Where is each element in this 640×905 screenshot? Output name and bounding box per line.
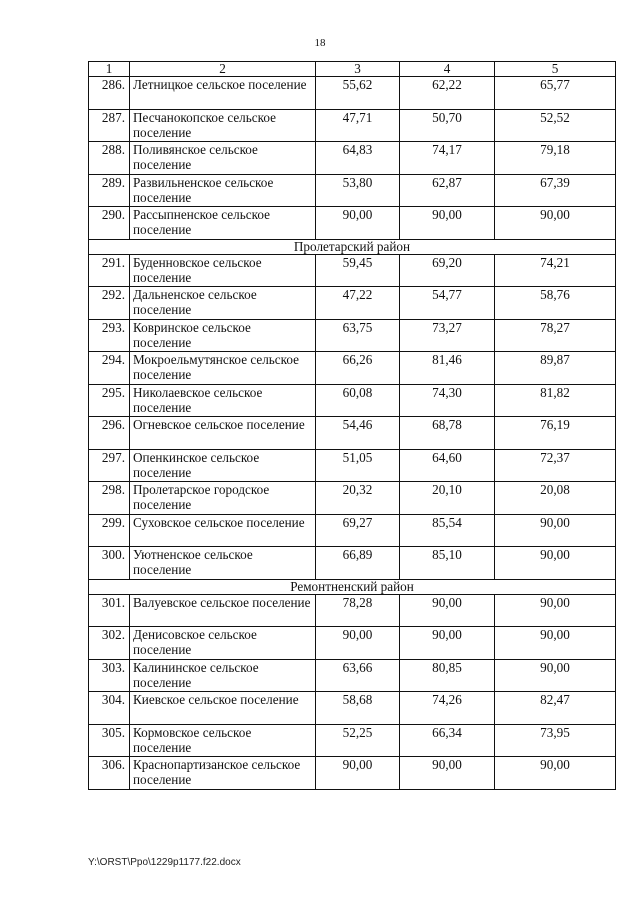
value-column-3: 66,89 [316, 547, 400, 580]
value-column-4: 50,70 [400, 109, 495, 142]
value-column-3: 47,22 [316, 287, 400, 320]
row-number: 289. [89, 174, 130, 207]
settlement-name: Развильненское сельское поселение [130, 174, 316, 207]
file-path-footer: Y:\ORST\Ppo\1229p1177.f22.docx [88, 857, 241, 868]
row-number: 293. [89, 319, 130, 352]
column-header: 5 [495, 62, 616, 77]
value-column-5: 89,87 [495, 352, 616, 385]
value-column-5: 79,18 [495, 142, 616, 175]
value-column-4: 66,34 [400, 724, 495, 757]
table-row [89, 724, 616, 757]
value-column-3: 66,26 [316, 352, 400, 385]
row-number: 295. [89, 384, 130, 417]
settlement-name: Песчанокопское сельское поселение [130, 109, 316, 142]
value-column-4: 74,30 [400, 384, 495, 417]
table-row [89, 482, 616, 515]
row-number: 296. [89, 417, 130, 450]
value-column-4: 64,60 [400, 449, 495, 482]
section-title: Ремонтненский район [89, 579, 616, 594]
settlement-name: Калининское сельское поселение [130, 659, 316, 692]
row-number: 294. [89, 352, 130, 385]
row-number: 288. [89, 142, 130, 175]
row-number: 300. [89, 547, 130, 580]
value-column-5: 72,37 [495, 449, 616, 482]
table-row [89, 384, 616, 417]
value-column-4: 90,00 [400, 627, 495, 660]
header-row [89, 62, 616, 77]
table-row [89, 449, 616, 482]
value-column-3: 52,25 [316, 724, 400, 757]
row-number: 297. [89, 449, 130, 482]
value-column-3: 47,71 [316, 109, 400, 142]
row-number: 299. [89, 514, 130, 547]
value-column-4: 90,00 [400, 594, 495, 627]
value-column-4: 73,27 [400, 319, 495, 352]
table-row [89, 594, 616, 627]
table-row [89, 547, 616, 580]
data-table [88, 61, 616, 790]
value-column-5: 73,95 [495, 724, 616, 757]
value-column-5: 90,00 [495, 659, 616, 692]
table-row [89, 142, 616, 175]
table-row [89, 417, 616, 450]
value-column-4: 90,00 [400, 757, 495, 790]
section-row [89, 579, 616, 594]
table-row [89, 319, 616, 352]
row-number: 287. [89, 109, 130, 142]
row-number: 306. [89, 757, 130, 790]
value-column-5: 90,00 [495, 594, 616, 627]
value-column-4: 85,10 [400, 547, 495, 580]
row-number: 303. [89, 659, 130, 692]
value-column-4: 20,10 [400, 482, 495, 515]
settlement-name: Валуевское сельское поселение [130, 594, 316, 627]
settlement-name: Кормовское сельское поселение [130, 724, 316, 757]
settlement-name: Буденновское сельское поселение [130, 254, 316, 287]
value-column-5: 74,21 [495, 254, 616, 287]
settlement-name: Уютненское сельское поселение [130, 547, 316, 580]
row-number: 301. [89, 594, 130, 627]
value-column-5: 78,27 [495, 319, 616, 352]
value-column-3: 59,45 [316, 254, 400, 287]
row-number: 298. [89, 482, 130, 515]
value-column-5: 67,39 [495, 174, 616, 207]
column-header: 2 [130, 62, 316, 77]
value-column-4: 54,77 [400, 287, 495, 320]
value-column-3: 63,66 [316, 659, 400, 692]
settlement-name: Опенкинское сельское поселение [130, 449, 316, 482]
value-column-3: 63,75 [316, 319, 400, 352]
value-column-3: 20,32 [316, 482, 400, 515]
value-column-5: 90,00 [495, 547, 616, 580]
table-row [89, 207, 616, 240]
row-number: 304. [89, 692, 130, 725]
table-row [89, 287, 616, 320]
row-number: 286. [89, 77, 130, 110]
table-row [89, 109, 616, 142]
column-header: 4 [400, 62, 495, 77]
settlement-name: Дальненское сельское поселение [130, 287, 316, 320]
value-column-4: 69,20 [400, 254, 495, 287]
value-column-3: 90,00 [316, 757, 400, 790]
settlement-name: Ковринское сельское поселение [130, 319, 316, 352]
value-column-5: 20,08 [495, 482, 616, 515]
value-column-4: 62,22 [400, 77, 495, 110]
row-number: 291. [89, 254, 130, 287]
row-number: 305. [89, 724, 130, 757]
column-header: 1 [89, 62, 130, 77]
value-column-3: 78,28 [316, 594, 400, 627]
value-column-4: 62,87 [400, 174, 495, 207]
value-column-5: 52,52 [495, 109, 616, 142]
table-row [89, 514, 616, 547]
settlement-name: Огневское сельское поселение [130, 417, 316, 450]
settlement-name: Киевское сельское поселение [130, 692, 316, 725]
section-title: Пролетарский район [89, 239, 616, 254]
table-row [89, 692, 616, 725]
value-column-5: 90,00 [495, 514, 616, 547]
row-number: 292. [89, 287, 130, 320]
table-row [89, 174, 616, 207]
value-column-4: 81,46 [400, 352, 495, 385]
table-row [89, 352, 616, 385]
value-column-3: 54,46 [316, 417, 400, 450]
value-column-5: 90,00 [495, 757, 616, 790]
settlement-name: Летницкое сельское поселение [130, 77, 316, 110]
value-column-4: 90,00 [400, 207, 495, 240]
section-row [89, 239, 616, 254]
value-column-4: 68,78 [400, 417, 495, 450]
table-body [89, 77, 616, 790]
page-number: 18 [314, 37, 326, 49]
value-column-3: 55,62 [316, 77, 400, 110]
value-column-3: 60,08 [316, 384, 400, 417]
value-column-3: 53,80 [316, 174, 400, 207]
table-row [89, 254, 616, 287]
value-column-4: 74,26 [400, 692, 495, 725]
value-column-5: 81,82 [495, 384, 616, 417]
value-column-3: 90,00 [316, 627, 400, 660]
value-column-5: 58,76 [495, 287, 616, 320]
value-column-3: 58,68 [316, 692, 400, 725]
table-row [89, 77, 616, 110]
table-row [89, 757, 616, 790]
row-number: 290. [89, 207, 130, 240]
settlement-name: Поливянское сельское поселение [130, 142, 316, 175]
value-column-3: 69,27 [316, 514, 400, 547]
value-column-3: 64,83 [316, 142, 400, 175]
table-row [89, 659, 616, 692]
settlement-name: Суховское сельское поселение [130, 514, 316, 547]
value-column-3: 90,00 [316, 207, 400, 240]
settlement-name: Денисовское сельское поселение [130, 627, 316, 660]
value-column-5: 76,19 [495, 417, 616, 450]
column-header: 3 [316, 62, 400, 77]
value-column-3: 51,05 [316, 449, 400, 482]
value-column-5: 90,00 [495, 627, 616, 660]
value-column-4: 80,85 [400, 659, 495, 692]
value-column-5: 90,00 [495, 207, 616, 240]
settlement-name: Мокроельмутянское сельское поселение [130, 352, 316, 385]
value-column-5: 65,77 [495, 77, 616, 110]
value-column-5: 82,47 [495, 692, 616, 725]
settlement-name: Пролетарское городское поселение [130, 482, 316, 515]
value-column-4: 85,54 [400, 514, 495, 547]
settlement-name: Николаевское сельское поселение [130, 384, 316, 417]
value-column-4: 74,17 [400, 142, 495, 175]
table-row [89, 627, 616, 660]
settlement-name: Краснопартизанское сельское поселение [130, 757, 316, 790]
settlement-name: Рассыпненское сельское поселение [130, 207, 316, 240]
row-number: 302. [89, 627, 130, 660]
